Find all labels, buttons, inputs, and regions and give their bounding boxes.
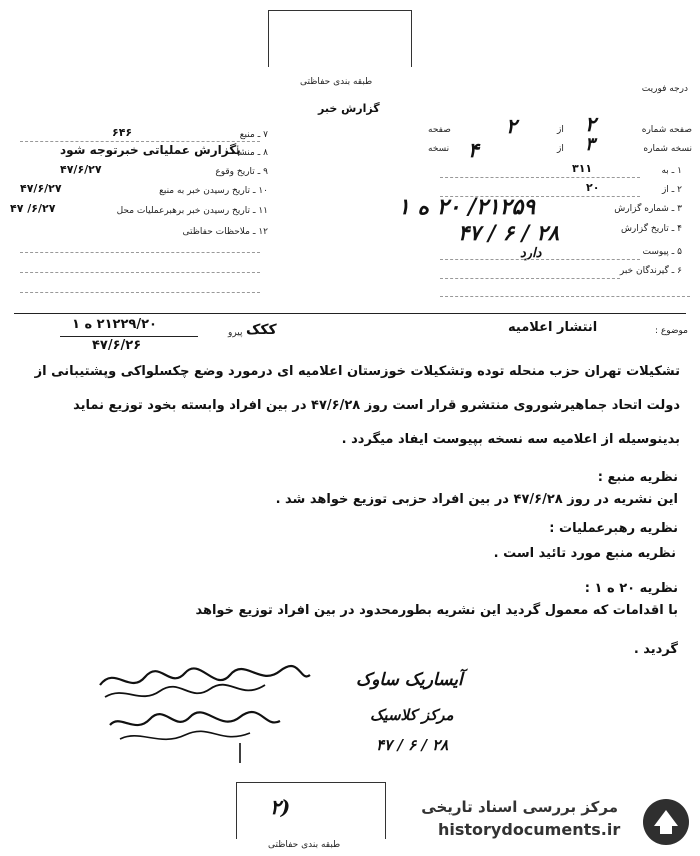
security-dots-1 [20,252,260,253]
security-notes-label: ۱۲ ـ ملاحظات حفاظتی [182,227,268,237]
recipients-dots-2 [440,296,690,297]
attachment-value: دارد [520,246,542,261]
handwritten-note-line-1: آیساریک ساوک [356,670,463,690]
origin-label: ۸ ـ منشأ [236,148,268,158]
body-line-3: بدینوسیله از اعلامیه سه نسخه بپیوست ایفاد میگردد . [341,432,680,447]
page-number-from: از [557,125,564,135]
security-dots-2 [20,272,260,273]
urgency-label: درجه فوریت [641,84,688,94]
to-value: ۳۱۱ [572,162,593,175]
recipients-dots-1 [440,278,620,279]
from-label: ۲ ـ از [661,185,682,195]
watermark-title: مرکز بررسی اسناد تاریخی [421,798,618,816]
subject-label: موضوع : [654,326,688,336]
reference-date: ۴۷/۶/۲۶ [92,338,142,353]
copy-total-value: ۴ [468,138,479,162]
origin-value: بگزارش عملیاتی خبرتوجه شود [60,143,241,157]
event-date-label: ۹ ـ تاریخ وقوع [215,167,268,177]
body-line-1: تشکیلات تهران حزب منحله توده وتشکیلات خوزستان اعلامیه ای درمورد وضع چکسلواکی وپشتیبانی از [34,364,680,379]
source-opinion-label: نظریه منبع : [597,470,678,485]
source-label: ۷ ـ منبع [239,130,268,140]
from-value: ۲۰ [586,181,600,194]
bottom-classification-box [236,782,386,839]
recipients-label: ۶ ـ گیرندگان خبر [619,266,682,276]
to-label: ۱ ـ به [661,166,682,176]
dept-opinion-label: نظریه ۲۰ ه ۱ : [584,581,678,596]
source-value: ۶۴۶ [112,126,133,139]
report-title: گزارش خبر [318,102,380,115]
received-source-value: ۴۷/۶/۲۷ [20,182,62,195]
ops-opinion-text: نظریه منبع مورد تائید است . [493,546,676,561]
report-date-value: ۲۸ / ۶ / ۴۷ [458,220,559,245]
bottom-classification-label: طبقه بندی حفاظتی [268,840,341,850]
dept-opinion-line-2: گردید . [633,642,678,657]
reference-code: ککک [246,322,277,338]
reference-number: ۲۱۲۲۹/۲۰ ه ۱ [72,317,157,332]
dept-opinion-line-1: با اقدامات که معمول گردید این نشریه بطورمحدود در بین افراد توزیع خواهد [195,603,678,618]
body-line-2: دولت اتحاد جماهیرشوروی منتشرو قرار است روز ۴۷/۶/۲۸ در بین افراد وابسته بخود توزیع نماید [73,398,680,413]
copy-number-from: از [557,144,564,154]
report-number-value: ۲۱۲۵۹/ ۲۰ ه ۱ [398,194,536,220]
to-dots [440,177,640,178]
signature-scribble-1 [90,655,320,765]
received-source-label: ۱۰ ـ تاریخ رسیدن خبر به منبع [159,186,268,196]
subject-value: انتشار اعلامیه [508,320,598,335]
security-dots-3 [20,292,260,293]
page-number-value: ۲ [585,112,596,136]
attachment-dots [440,259,640,260]
source-dots [20,141,260,142]
attachment-label: ۵ ـ پیوست [642,247,682,257]
source-opinion-text: این نشریه در روز ۴۷/۶/۲۸ در بین افراد حزبی توزیع خواهد شد . [275,492,678,507]
bottom-stamp-mark: (۲ [270,795,291,819]
page-number-unit: صفحه [428,125,451,135]
reference-label: پیرو [228,328,243,338]
top-classification-label: طبقه بندی حفاظتی [300,77,373,87]
handwritten-note-date: ۲۸ / ۶ / ۴۷ [376,736,449,754]
reference-underline [60,336,198,337]
report-number-label: ۳ ـ شماره گزارش [614,204,682,214]
ops-opinion-label: نظریه رهبرعملیات : [549,521,678,536]
report-date-label: ۴ ـ تاریخ گزارش [620,224,682,234]
watermark-logo-icon [640,796,692,848]
copy-number-value: ۳ [585,134,595,155]
event-date-value: ۴۷/۶/۲۷ [60,163,102,176]
watermark-url: historydocuments.ir [438,820,621,839]
handwritten-note-line-2: مرکز کلاسیک [370,706,454,724]
copy-number-label: نسخه شماره [643,144,692,154]
page-number-label: صفحه شماره [641,125,692,135]
page-total-value: ۲ [506,114,517,138]
copy-number-unit: نسخه [428,144,450,154]
received-ops-label: ۱۱ ـ تاریخ رسیدن خبر برهبرعملیات محل [116,206,268,216]
top-classification-box [268,10,412,67]
received-ops-value: ۶/۲۷/ ۴۷ [10,202,56,215]
section-divider [14,313,686,314]
